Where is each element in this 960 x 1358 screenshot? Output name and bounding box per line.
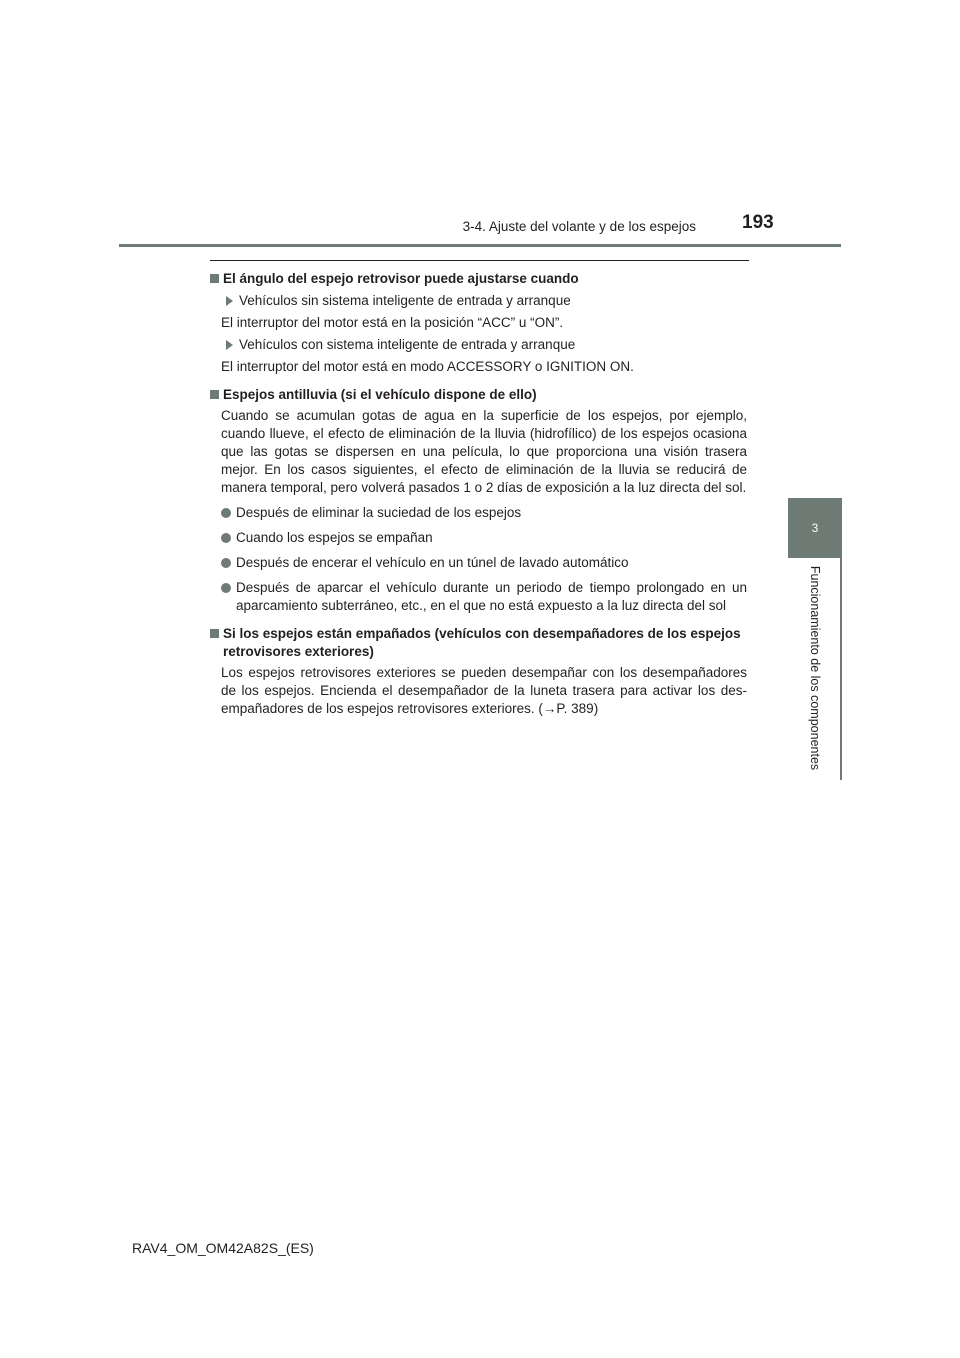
paragraph: El interruptor del motor está en modo ACCESSORY o IGNITION ON. bbox=[221, 359, 634, 374]
content-top-rule bbox=[210, 260, 749, 261]
square-bullet-icon bbox=[210, 390, 219, 399]
triangle-bullet-icon bbox=[226, 296, 233, 306]
list-item bbox=[210, 554, 747, 572]
paragraph: Cuando se acumulan gotas de agua en la superficie de los espejos, por ejemplo, cuando llueve, el efecto de eliminación de la lluvia (hidrofílico) de los espejos ocasiona que las gotas se dispersen en una película, lo que proporciona una visión trasera mejor. En los casos siguientes, el efecto de eliminación de la lluvia se reducirá de manera temporal, pero volverá pasados 1 o 2 días de exposición a la luz directa del sol. bbox=[221, 408, 747, 495]
list-item-text: Después de eliminar la suciedad de los espejos bbox=[236, 505, 522, 520]
section-heading-text: El ángulo del espejo retrovisor puede ajustarse cuando bbox=[223, 271, 579, 286]
list-item-text: Después de encerar el vehículo en un túnel de lavado automático bbox=[236, 555, 629, 570]
circle-bullet-icon bbox=[221, 558, 231, 568]
list-item-text: Cuando los espejos se empañan bbox=[236, 530, 433, 545]
section-heading-text: Si los espejos están empañados (vehículos con desempañadores de los espejos retrovisores exteriores) bbox=[223, 626, 741, 659]
sub-heading-text: Vehículos sin sistema inteligente de entrada y arranque bbox=[239, 293, 571, 308]
section-heading bbox=[210, 625, 747, 661]
chapter-number: 3 bbox=[811, 521, 819, 535]
page-number: 193 bbox=[742, 212, 774, 233]
circle-bullet-icon bbox=[221, 583, 231, 593]
section-heading-text: Espejos antilluvia (si el vehículo dispone de ello) bbox=[223, 387, 537, 402]
section-heading bbox=[210, 270, 747, 288]
list-item bbox=[210, 504, 747, 522]
list-item-text: Después de aparcar el vehículo durante un periodo de tiempo prolongado en un aparcamiento subterráneo, etc., en el que no está expuesto a la luz directa del sol bbox=[236, 580, 747, 613]
triangle-bullet-icon bbox=[226, 340, 233, 350]
sub-heading bbox=[210, 292, 747, 310]
square-bullet-icon bbox=[210, 629, 219, 638]
header-rule bbox=[119, 244, 841, 247]
sub-heading-text: Vehículos con sistema inteligente de entrada y arranque bbox=[239, 337, 576, 352]
manual-code: RAV4_OM_OM42A82S_(ES) bbox=[132, 1240, 314, 1256]
circle-bullet-icon bbox=[221, 508, 231, 518]
list-item bbox=[210, 529, 747, 547]
section-title: 3-4. Ajuste del volante y de los espejos bbox=[462, 219, 696, 234]
section-heading bbox=[210, 386, 747, 404]
content-body bbox=[210, 268, 747, 718]
paragraph: Los espejos retrovisores exteriores se pueden desempañar con los desempañadores de los espejos. Encienda el desempañador de la luneta trasera para activar los des-empañadores de los espejos retrovisores exteriores. (→P. 389) bbox=[221, 665, 747, 716]
chapter-tab-rule bbox=[840, 558, 842, 780]
paragraph: El interruptor del motor está en la posición “ACC” u “ON”. bbox=[221, 315, 564, 330]
list-item bbox=[210, 579, 747, 615]
circle-bullet-icon bbox=[221, 533, 231, 543]
chapter-label: Funcionamiento de los componentes bbox=[808, 565, 822, 771]
chapter-tab bbox=[788, 498, 842, 558]
sub-heading bbox=[210, 336, 747, 354]
square-bullet-icon bbox=[210, 274, 219, 283]
